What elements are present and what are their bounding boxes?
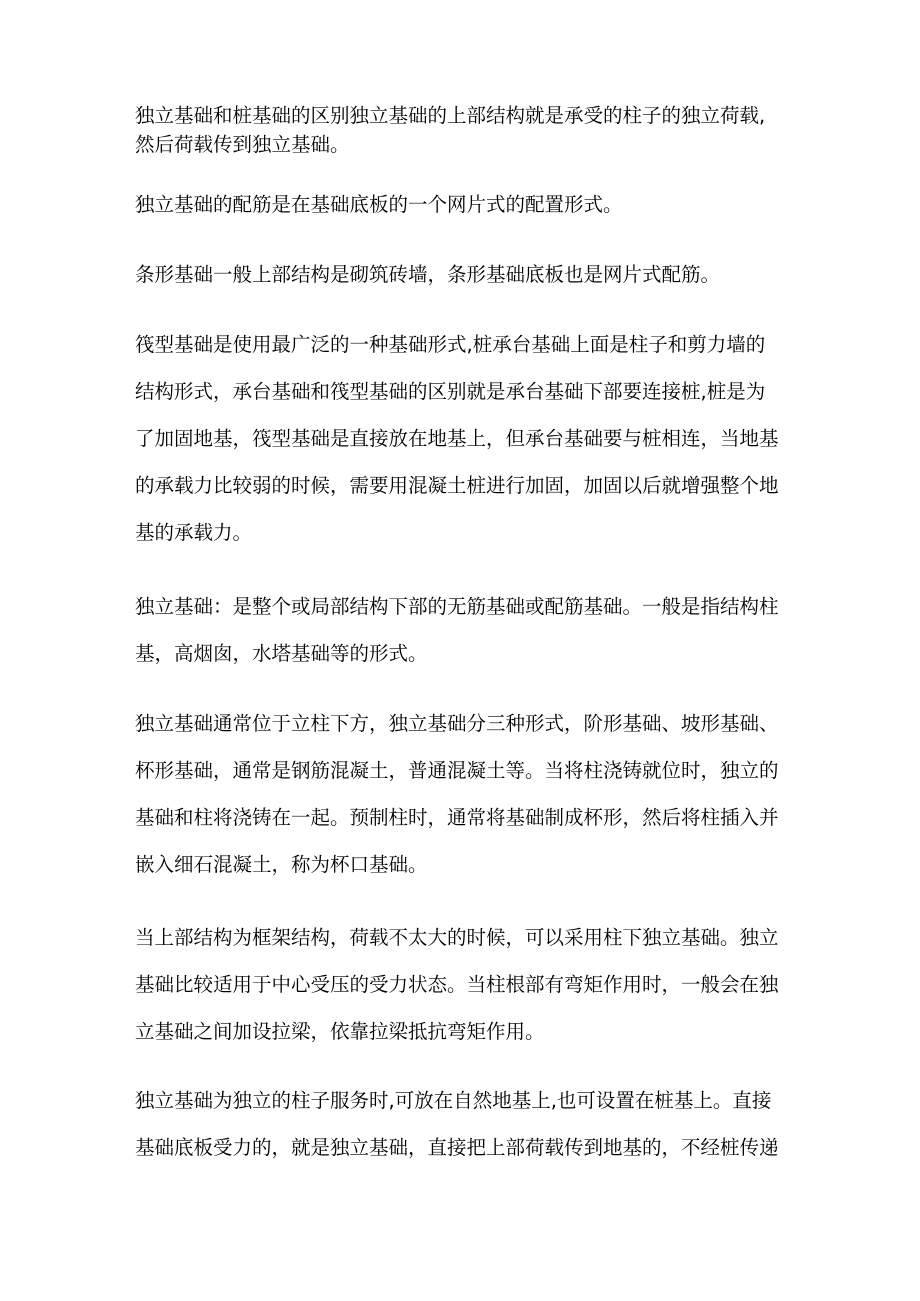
text-line: 独立基础为独立的柱子服务时,可放在自然地基上,也可设置在桩基上。直接 <box>135 1089 772 1112</box>
text-line: 独立基础和桩基础的区别独立基础的上部结构就是承受的柱子的独立荷载, <box>135 104 766 127</box>
text-line: 立基础之间加设拉梁，依靠拉梁抵抗弯矩作用。 <box>135 1020 545 1043</box>
text-line: 条形基础一般上部结构是砌筑砖墙，条形基础底板也是网片式配筋。 <box>135 263 721 286</box>
text-line: 结构形式，承台基础和筏型基础的区别就是承台基础下部要连接桩,桩是为 <box>135 380 766 403</box>
text-line: 基础底板受力的，就是独立基础，直接把上部荷载传到地基的，不经桩传递 <box>135 1136 779 1159</box>
text-line: 的承载力比较弱的时候，需要用混凝土桩进行加固，加固以后就增强整个地 <box>135 474 779 497</box>
text-line: 基础和柱将浇铸在一起。预制柱时，通常将基础制成杯形，然后将柱插入并 <box>135 806 779 829</box>
paragraph <box>135 595 779 665</box>
text-line: 独立基础：是整个或局部结构下部的无筋基础或配筋基础。一般是指结构柱 <box>135 595 779 618</box>
text-line: 筏型基础是使用最广泛的一种基础形式,桩承台基础上面是柱子和剪力墙的 <box>135 333 766 356</box>
paragraph <box>135 712 779 876</box>
paragraph <box>135 926 779 1043</box>
paragraph <box>135 104 765 156</box>
text-line: 嵌入细石混凝土，称为杯口基础。 <box>135 853 428 876</box>
text-line: 基，高烟囱，水塔基础等的形式。 <box>135 642 428 665</box>
paragraph <box>135 193 623 216</box>
paragraph <box>135 263 720 286</box>
paragraph <box>135 1089 779 1159</box>
text-line: 基的承载力。 <box>135 521 253 544</box>
text-line: 然后荷载传到独立基础。 <box>135 133 350 156</box>
text-line: 独立基础通常位于立柱下方，独立基础分三种形式，阶形基础、坡形基础、 <box>135 712 779 735</box>
text-line: 了加固地基，筏型基础是直接放在地基上，但承台基础要与桩相连，当地基 <box>135 427 779 450</box>
text-line: 杯形基础，通常是钢筋混凝土，普通混凝土等。当将柱浇铸就位时，独立的 <box>135 759 779 782</box>
text-line: 当上部结构为框架结构，荷载不太大的时候，可以采用柱下独立基础。独立 <box>135 926 779 949</box>
paragraph <box>135 333 779 544</box>
text-line: 基础比较适用于中心受压的受力状态。当柱根部有弯矩作用时，一般会在独 <box>135 973 779 996</box>
text-line: 独立基础的配筋是在基础底板的一个网片式的配置形式。 <box>135 193 623 216</box>
